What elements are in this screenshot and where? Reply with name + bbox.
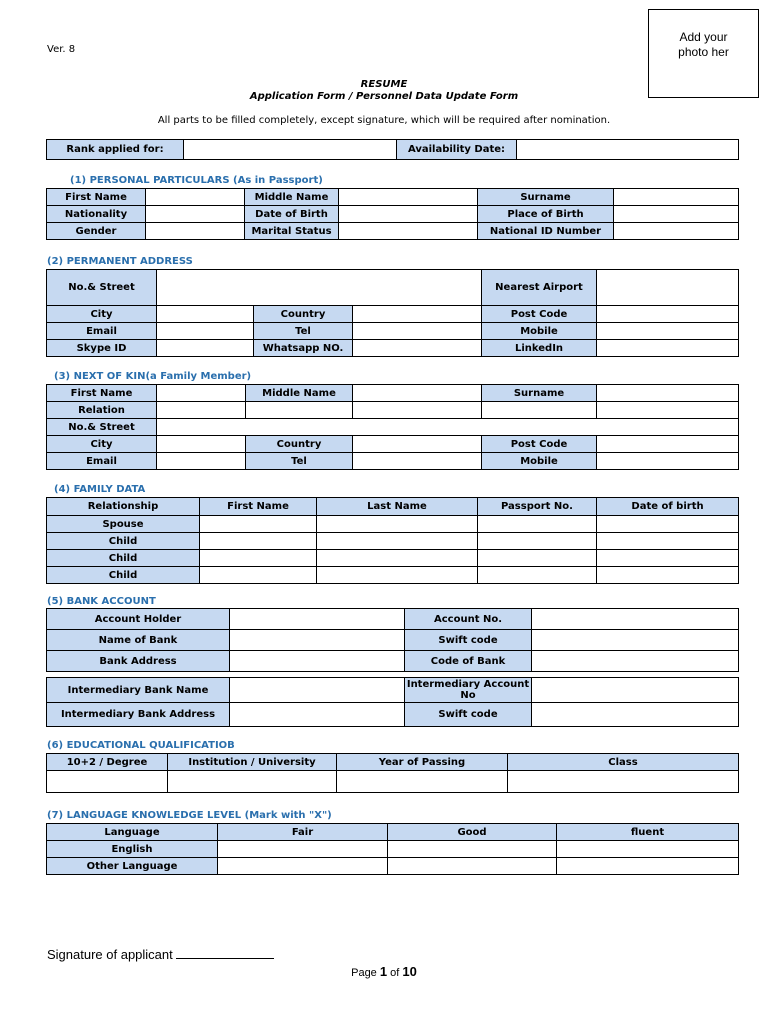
language-header-fluent: fluent <box>557 824 739 841</box>
first-name-input[interactable] <box>146 189 245 206</box>
nationality-input[interactable] <box>146 206 245 223</box>
kin-postcode-label: Post Code <box>482 436 597 453</box>
kin-mobile-label: Mobile <box>482 453 597 470</box>
intermediary-bank-table <box>46 677 739 727</box>
signature-field[interactable] <box>176 946 274 959</box>
table-row <box>47 858 739 875</box>
family-cell[interactable] <box>200 550 317 567</box>
linkedin-input[interactable] <box>597 340 739 357</box>
family-header-relationship: Relationship <box>47 498 200 516</box>
address-email-input[interactable] <box>157 323 254 340</box>
version-label: Ver. 8 <box>47 44 76 55</box>
address-street-label: No.& Street <box>47 270 157 306</box>
bank-table <box>46 608 739 672</box>
intermediary-swift-label: Swift code <box>405 703 532 727</box>
account-holder-label: Account Holder <box>47 609 230 630</box>
page-of: of <box>390 967 400 979</box>
national-id-input[interactable] <box>614 223 739 240</box>
photo-text-line2: photo her <box>678 45 729 59</box>
rank-label: Rank applied for: <box>47 140 184 160</box>
account-holder-input[interactable] <box>230 609 405 630</box>
family-cell[interactable] <box>200 567 317 584</box>
rank-input[interactable] <box>184 140 397 160</box>
kin-relation-input-2[interactable] <box>246 402 353 419</box>
family-row-label: Spouse <box>47 516 200 533</box>
language-cell[interactable] <box>218 841 388 858</box>
family-header-first-name: First Name <box>200 498 317 516</box>
language-cell[interactable] <box>388 858 557 875</box>
address-mobile-label: Mobile <box>482 323 597 340</box>
family-row-label: Child <box>47 533 200 550</box>
kin-table <box>46 384 739 470</box>
education-cell[interactable] <box>168 771 337 793</box>
section-language-title: (7) LANGUAGE KNOWLEDGE LEVEL (Mark with "X") <box>47 810 332 821</box>
family-table <box>46 497 739 584</box>
intermediary-bank-address-input[interactable] <box>230 703 405 727</box>
bank-code-label: Code of Bank <box>405 651 532 672</box>
address-mobile-input[interactable] <box>597 323 739 340</box>
address-city-input[interactable] <box>157 306 254 323</box>
whatsapp-label: Whatsapp NO. <box>254 340 353 357</box>
section-address-title: (2) PERMANENT ADDRESS <box>47 256 193 267</box>
address-country-label: Country <box>254 306 353 323</box>
education-cell[interactable] <box>47 771 168 793</box>
language-row-label: English <box>47 841 218 858</box>
language-table <box>46 823 739 875</box>
language-header-fair: Fair <box>218 824 388 841</box>
page-title: RESUME <box>360 79 408 90</box>
availability-label: Availability Date: <box>397 140 517 160</box>
personal-table <box>46 188 739 240</box>
family-cell[interactable] <box>478 533 597 550</box>
address-email-label: Email <box>47 323 157 340</box>
section-bank-title: (5) BANK ACCOUNT <box>47 596 156 607</box>
gender-input[interactable] <box>146 223 245 240</box>
address-tel-label: Tel <box>254 323 353 340</box>
education-cell[interactable] <box>337 771 508 793</box>
section-kin-title: (3) NEXT OF KIN(a Family Member) <box>54 371 252 382</box>
family-cell[interactable] <box>200 516 317 533</box>
kin-surname-input[interactable] <box>597 385 739 402</box>
kin-relation-input-4[interactable] <box>482 402 597 419</box>
swift-code-label: Swift code <box>405 630 532 651</box>
intermediary-account-input[interactable] <box>532 678 739 703</box>
marital-input[interactable] <box>339 223 478 240</box>
marital-label: Marital Status <box>245 223 339 240</box>
pob-input[interactable] <box>614 206 739 223</box>
account-no-input[interactable] <box>532 609 739 630</box>
signature-label: Signature of applicant <box>47 947 173 962</box>
page-current: 1 <box>379 964 388 979</box>
family-header-dob: Date of birth <box>597 498 739 516</box>
rank-table <box>46 139 739 160</box>
language-cell[interactable] <box>557 841 739 858</box>
kin-relation-label: Relation <box>47 402 157 419</box>
gender-label: Gender <box>47 223 146 240</box>
middle-name-input[interactable] <box>339 189 478 206</box>
family-cell[interactable] <box>200 533 317 550</box>
kin-country-input[interactable] <box>353 436 482 453</box>
pob-label: Place of Birth <box>478 206 614 223</box>
whatsapp-input[interactable] <box>353 340 482 357</box>
kin-tel-input[interactable] <box>353 453 482 470</box>
address-postcode-label: Post Code <box>482 306 597 323</box>
family-cell[interactable] <box>597 533 739 550</box>
language-header-language: Language <box>47 824 218 841</box>
photo-text-line1: Add your <box>679 30 728 44</box>
first-name-label: First Name <box>47 189 146 206</box>
kin-street-label: No.& Street <box>47 419 157 436</box>
family-cell[interactable] <box>597 516 739 533</box>
education-table <box>46 753 739 793</box>
kin-relation-input-1[interactable] <box>157 402 246 419</box>
kin-middle-name-label: Middle Name <box>246 385 353 402</box>
kin-email-label: Email <box>47 453 157 470</box>
education-header-degree: 10+2 / Degree <box>47 754 168 771</box>
bank-address-label: Bank Address <box>47 651 230 672</box>
national-id-label: National ID Number <box>478 223 614 240</box>
kin-middle-name-input[interactable] <box>353 385 482 402</box>
dob-label: Date of Birth <box>245 206 339 223</box>
intermediary-bank-name-input[interactable] <box>230 678 405 703</box>
education-cell[interactable] <box>508 771 739 793</box>
bank-name-label: Name of Bank <box>47 630 230 651</box>
dob-input[interactable] <box>339 206 478 223</box>
intermediary-bank-address-label: Intermediary Bank Address <box>47 703 230 727</box>
bank-address-input[interactable] <box>230 651 405 672</box>
address-city-label: City <box>47 306 157 323</box>
family-cell[interactable] <box>478 567 597 584</box>
family-row-label: Child <box>47 550 200 567</box>
page-number <box>0 964 768 979</box>
table-row <box>47 533 739 550</box>
language-header-good: Good <box>388 824 557 841</box>
address-street-input[interactable] <box>157 270 482 306</box>
family-cell[interactable] <box>317 533 478 550</box>
education-header-year: Year of Passing <box>337 754 508 771</box>
family-cell[interactable] <box>597 567 739 584</box>
family-cell[interactable] <box>478 550 597 567</box>
airport-label: Nearest Airport <box>482 270 597 306</box>
surname-label: Surname <box>478 189 614 206</box>
kin-postcode-input[interactable] <box>597 436 739 453</box>
instruction-note: All parts to be filled completely, except signature, which will be required after nomination. <box>157 115 611 126</box>
language-row-label: Other Language <box>47 858 218 875</box>
skype-label: Skype ID <box>47 340 157 357</box>
address-tel-input[interactable] <box>353 323 482 340</box>
account-no-label: Account No. <box>405 609 532 630</box>
surname-input[interactable] <box>614 189 739 206</box>
page-prefix: Page <box>351 967 377 979</box>
page-total: 10 <box>402 964 417 979</box>
kin-city-label: City <box>47 436 157 453</box>
section-family-title: (4) FAMILY DATA <box>54 484 146 495</box>
nationality-label: Nationality <box>47 206 146 223</box>
section-education-title: (6) EDUCATIONAL QUALIFICATIOB <box>47 740 235 751</box>
education-header-institution: Institution / University <box>168 754 337 771</box>
family-cell[interactable] <box>597 550 739 567</box>
intermediary-bank-name-label: Intermediary Bank Name <box>47 678 230 703</box>
middle-name-label: Middle Name <box>245 189 339 206</box>
address-table <box>46 269 739 357</box>
address-country-input[interactable] <box>353 306 482 323</box>
bank-name-input[interactable] <box>230 630 405 651</box>
family-cell[interactable] <box>317 516 478 533</box>
kin-tel-label: Tel <box>246 453 353 470</box>
kin-street-input[interactable] <box>157 419 739 436</box>
linkedin-label: LinkedIn <box>482 340 597 357</box>
bank-code-input[interactable] <box>532 651 739 672</box>
family-header-last-name: Last Name <box>317 498 478 516</box>
table-row <box>47 567 739 584</box>
table-row <box>47 841 739 858</box>
intermediary-account-label: Intermediary Account No <box>405 678 532 703</box>
family-cell[interactable] <box>478 516 597 533</box>
kin-country-label: Country <box>246 436 353 453</box>
swift-code-input[interactable] <box>532 630 739 651</box>
kin-relation-input-5[interactable] <box>597 402 739 419</box>
table-row <box>47 550 739 567</box>
section-personal-title: (1) PERSONAL PARTICULARS (As in Passport) <box>70 175 323 186</box>
family-cell[interactable] <box>317 550 478 567</box>
page-subtitle: Application Form / Personnel Data Update Form <box>249 91 519 102</box>
table-row <box>47 771 739 793</box>
signature-line <box>47 946 274 962</box>
airport-input[interactable] <box>597 270 739 306</box>
family-cell[interactable] <box>317 567 478 584</box>
availability-input[interactable] <box>517 140 739 160</box>
kin-first-name-label: First Name <box>47 385 157 402</box>
kin-email-input[interactable] <box>157 453 246 470</box>
language-cell[interactable] <box>218 858 388 875</box>
kin-relation-input-3[interactable] <box>353 402 482 419</box>
intermediary-swift-input[interactable] <box>532 703 739 727</box>
table-row <box>47 516 739 533</box>
kin-surname-label: Surname <box>482 385 597 402</box>
family-row-label: Child <box>47 567 200 584</box>
language-cell[interactable] <box>557 858 739 875</box>
kin-first-name-input[interactable] <box>157 385 246 402</box>
family-header-passport: Passport No. <box>478 498 597 516</box>
kin-mobile-input[interactable] <box>597 453 739 470</box>
address-postcode-input[interactable] <box>597 306 739 323</box>
language-cell[interactable] <box>388 841 557 858</box>
kin-city-input[interactable] <box>157 436 246 453</box>
education-header-class: Class <box>508 754 739 771</box>
skype-input[interactable] <box>157 340 254 357</box>
